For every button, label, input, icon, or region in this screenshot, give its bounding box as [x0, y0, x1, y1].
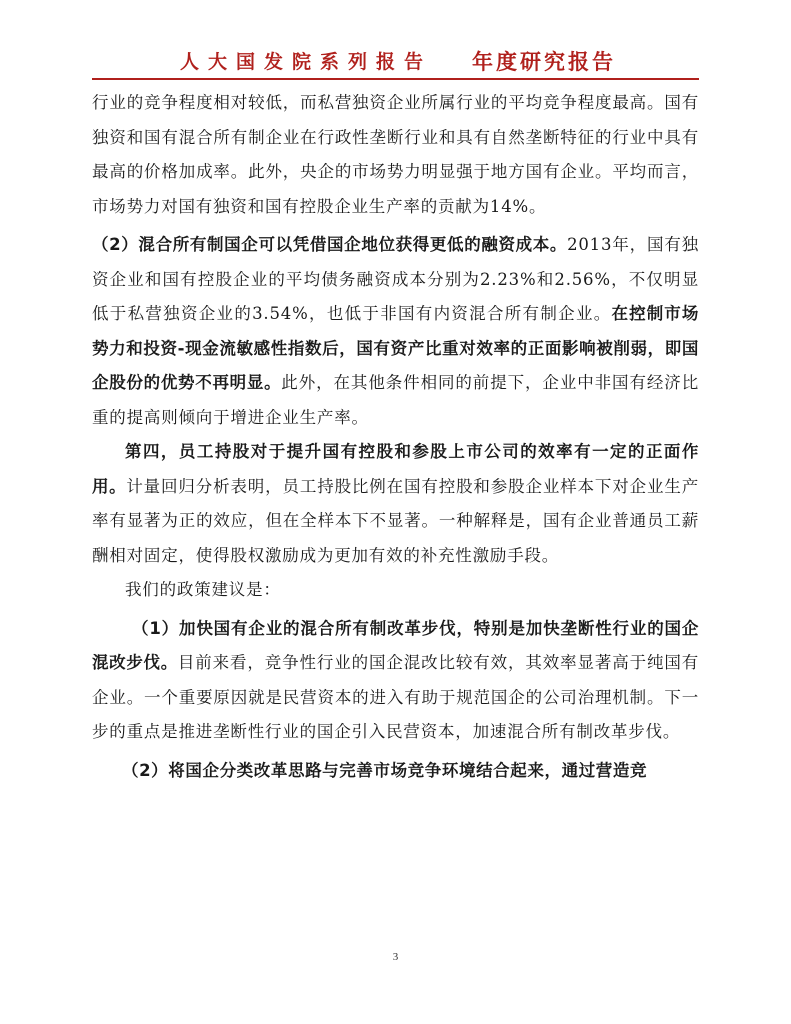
bold-heading: （2）将国企分类改革思路与完善市场竞争环境结合起来，通过营造竞 [122, 760, 648, 780]
report-type-title: 年度研究报告 [472, 50, 616, 74]
paragraph-text: 我们的政策建议是： [125, 580, 281, 599]
paragraph-text: 2013年，国有独资企业和国有控股企业的平均债务融资成本分别为2.23%和2.56%，不仅明显低于私营独资企业的3.54%，也低于非国有内资混合所有制企业。 [92, 235, 699, 323]
paragraph-text: 行业的竞争程度相对较低，而私营独资企业所属行业的平均竞争程度最高。国有独资和国有混合所有制企业在行政性垄断行业和具有自然垄断特征的行业中具有最高的价格加成率。此外，央企的市场势力明显强于地方国有企业。平均而言，市场势力对国有独资和国有控股企业生产率的贡献为14%。 [92, 93, 699, 216]
paragraph-text: 计量回归分析表明，员工持股比例在国有控股和参股企业样本下对企业生产率有显著为正的效应，但在全样本下不显著。一种解释是，国有企业普通员工薪酬相对固定，使得股权激励成为更加有效的补充性激励手段。 [92, 476, 699, 565]
document-body [92, 86, 699, 788]
bold-finding: 在控制市场势力和投资-现金流敏感性指数后，国有资产比重对效率的正面影响被削弱，即国企股份的优势不再明显。 [92, 304, 700, 392]
paragraph-employee-ownership [92, 435, 699, 573]
series-title: 人大国发院系列报告 [180, 51, 433, 73]
paragraph-market-power [92, 86, 699, 224]
page-header [92, 40, 699, 80]
paragraph-policy-intro [92, 573, 699, 608]
bold-heading: （1）加快国有企业的混合所有制改革步伐，特别是加快垄断性行业的国企混改步伐。 [92, 618, 699, 672]
paragraph-text: 目前来看，竞争性行业的国企混改比较有效，其效率显著高于纯国有企业。一个重要原因就是民营资本的进入有助于规范国企的公司治理机制。下一步的重点是推进垄断性行业的国企引入民营资本，加速混合所有制改革步伐。 [92, 653, 700, 741]
paragraph-policy-2 [92, 754, 699, 789]
bold-heading: 第四，员工持股对于提升国有控股和参股上市公司的效率有一定的正面作用。 [92, 442, 699, 496]
page-number: 3 [392, 951, 399, 963]
paragraph-financing-cost [92, 228, 699, 435]
paragraph-text: 此外，在其他条件相同的前提下，企业中非国有经济比重的提高则倾向于增进企业生产率。 [92, 373, 699, 427]
bold-heading: （2）混合所有制国企可以凭借国企地位获得更低的融资成本。 [92, 235, 568, 254]
paragraph-policy-1 [92, 612, 699, 750]
